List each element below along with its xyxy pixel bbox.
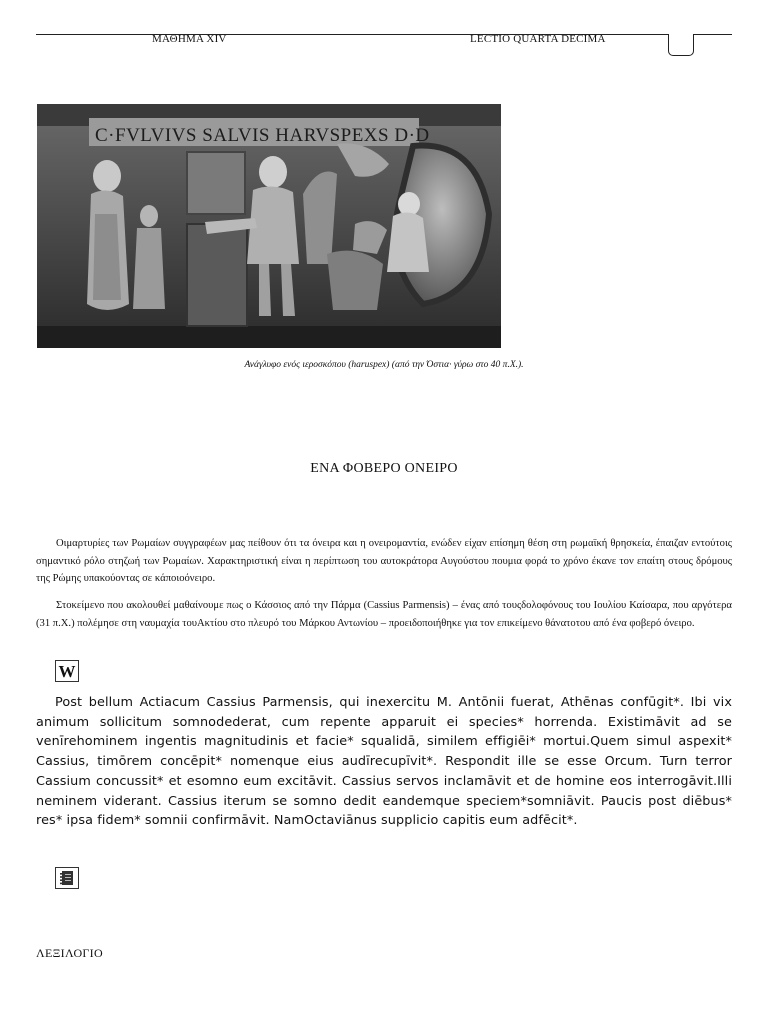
latin-text: Post bellum Actiacum Cassius Parmensis, qui inexercitu M. Antōnii fuerat, Athēnas confūgit*. Ibi vix animum sollicitum somnodederat, cum repente apparuit ei species* horrenda. Existimāvit ad se venīrehominem ingentis magnitudinis et facie* squalidā, similem effigiēi* mortui.Quem simul aspexit* Cassius, timōrem concēpit* nomenque eius audīrecupīvit*. Respondit ille se esse Orcum. Turn terror Cassium concussit* et esomno eum excitāvit. Cassius servos inclamāvit et de homine eos interrogāvit.Illi neminem viderant. Cassius iterum se somno dedit eandemque speciem*somniāvit. Paucis post diēbus* res* ipsa fidem* somnii confirmāvit. NamOctaviānus supplicio capitis eum adfēcit*. — [36, 695, 732, 829]
relief-inscription: C·FVLVIVS SALVIS HARVSPEXS D·D — [95, 125, 430, 146]
header-lesson-greek: ΜΑΘΗΜΑ XIV — [152, 33, 227, 45]
notebook-icon[interactable] — [55, 867, 79, 889]
intro-paragraph-2: Στοκείμενο που ακολουθεί μαθαίνουμε πως ο Κάσσιος από την Πάρμα (Cassius Parmensis) – ένας από τουςδολοφόνους του Ιουλίου Καίσαρα, που αργότερα (31 π.Χ.) πολέμησε στη ναυμαχία τουΑκτίου στο πλευρό του Μάρκου Αντωνίου – προειδοποιήθηκε για τον επικείμενο θάνατοτου από ένα φοβερό όνειρο. — [36, 600, 732, 629]
page-tab — [668, 34, 694, 56]
notebook-icon-graphic — [56, 868, 78, 888]
header-lesson-latin: LECTIO QUARTA DECIMA — [470, 33, 606, 45]
header-rule — [36, 34, 732, 35]
intro-paragraph-1: Οιμαρτυρίες των Ρωμαίων συγγραφέων μας πείθουν ότι τα όνειρα και η ονειρομαντία, ενώδεν είχαν επίσημη θέση στη ρωμαϊκή θρησκεία, έπαιζαν εντούτοις σημαντικό ρόλο στηζωή των Ρωμαίων. Χαρακτηριστική είναι η περίπτωση του αυτοκράτορα Αυγούστου πουμια φορά το χρόνο έκανε τον επαίτη στους δρόμους της Ρώμης υπακούοντας σε κάποιοόνειρο. — [36, 538, 732, 584]
article-title: ΕΝΑ ΦΟΒΕΡΟ ΟΝΕΙΡΟ — [310, 461, 458, 476]
figure-caption: Ανάγλυφο ενός ιεροσκόπου (haruspex) (από την Όστια· γύρω στο 40 π.Χ.). — [244, 360, 524, 370]
wikipedia-icon-glyph: W — [58, 662, 76, 681]
haruspex-relief-image — [37, 104, 501, 348]
wikipedia-icon[interactable] — [55, 660, 79, 682]
vocabulary-heading: ΛΕΞΙΛΟΓΙΟ — [36, 946, 103, 960]
